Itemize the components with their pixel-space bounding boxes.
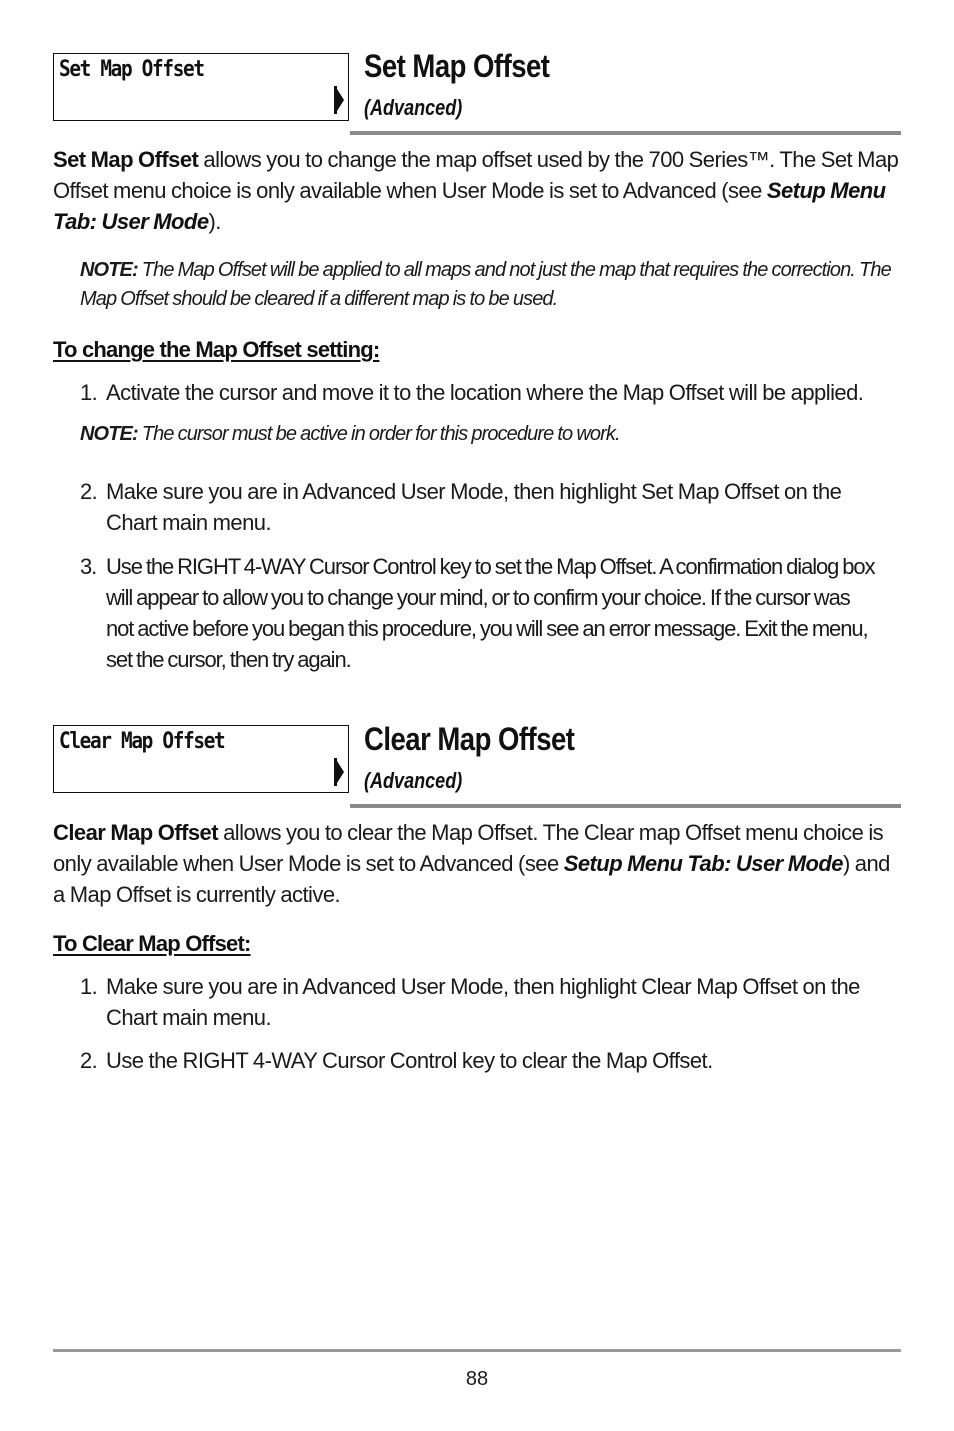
step-text: Make sure you are in Advanced User Mode, then highlight Clear Map Offset on the Chart main menu. [106,974,860,1030]
intro-text-end: ). [208,209,221,234]
cross-reference: Setup Menu Tab: User Mode [53,178,886,234]
step-text: Use the RIGHT 4-WAY Cursor Control key to set the Map Offset. A confirmation dialog box will appear to allow you to change your mind, or to confirm your choice. If the cursor was not active before you began this procedure, you will see an error message. Exit the menu, set the cursor, then try again. [106,554,875,672]
step-number: 1. [80,380,98,405]
section-title: Clear Map Offset [364,721,575,757]
procedure-heading: To Clear Map Offset: [53,931,251,956]
note [80,420,900,449]
section-subtitle: (Advanced) [364,768,463,793]
section-title: Set Map Offset [364,48,550,84]
step-number: 2. [80,479,98,504]
section-subtitle: (Advanced) [364,95,463,120]
section-divider [350,804,901,808]
intro-text: allows you to change the map offset used by the 700 Series™. The Set Map Offset menu choice is only available when User Mode is set to Advanced (see [53,147,899,203]
note-label: NOTE: [80,423,138,445]
step-text: Make sure you are in Advanced User Mode, then highlight Set Map Offset on the Chart main menu. [106,479,842,535]
intro-text-end: ) and a Map Offset is currently active. [53,851,890,907]
step-number: 3. [80,554,97,579]
section-divider [350,131,901,135]
procedure-step [80,551,880,675]
note-text: The Map Offset will be applied to all maps and not just the map that requires the correction. The Map Offset should be cleared if a different map is to be used. [80,259,891,310]
step-text: Activate the cursor and move it to the location where the Map Offset will be applied. [106,380,864,405]
set-map-offset-menu-item[interactable] [53,53,349,121]
intro-lead: Set Map Offset [53,147,199,172]
procedure-heading: To change the Map Offset setting: [53,337,380,362]
procedure-step [80,476,880,538]
procedure-step [80,971,880,1033]
note-text: The cursor must be active in order for this procedure to work. [137,423,620,445]
procedure-step [80,1045,880,1076]
step-text: Use the RIGHT 4-WAY Cursor Control key to clear the Map Offset. [106,1048,713,1073]
step-number: 2. [80,1048,98,1073]
right-arrow-icon [334,758,344,786]
intro-lead: Clear Map Offset [53,820,219,845]
cross-reference: Setup Menu Tab: User Mode [563,851,843,876]
note-label: NOTE: [80,259,138,281]
page-number: 88 [465,1368,489,1390]
menu-item-label: Clear Map Offset [59,729,225,754]
menu-item-label: Set Map Offset [59,57,204,82]
clear-map-offset-menu-item[interactable] [53,725,349,793]
footer-divider [53,1349,901,1352]
section-intro [53,144,901,237]
procedure-step [80,377,880,408]
section-intro [53,817,901,910]
step-number: 1. [80,974,98,999]
right-arrow-icon [334,86,344,114]
intro-text: allows you to clear the Map Offset. The Clear map Offset menu choice is only available when User Mode is set to Advanced (see [53,820,884,876]
note [80,256,900,314]
